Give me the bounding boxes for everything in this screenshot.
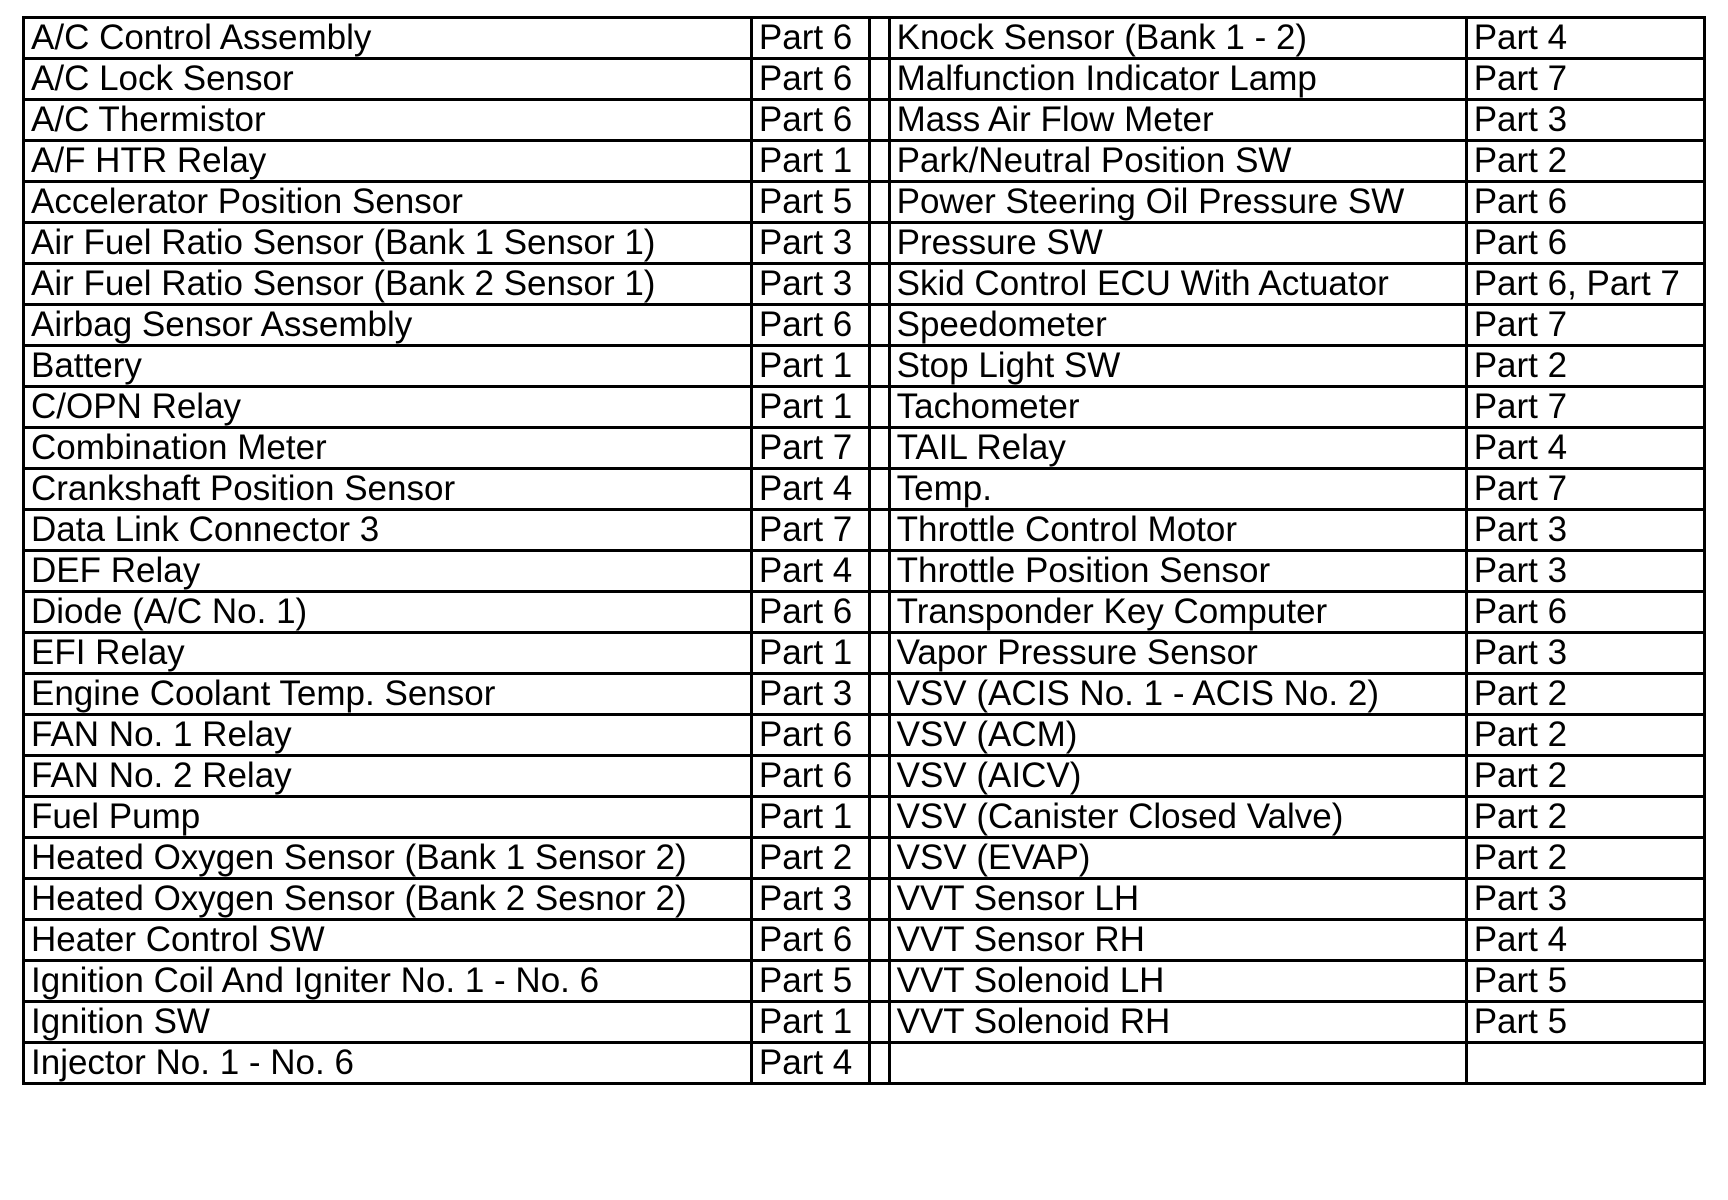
- left-part-reference: Part 3: [751, 223, 869, 264]
- right-component-name: VVT Sensor LH: [889, 879, 1466, 920]
- table-row: [24, 1043, 1705, 1084]
- column-gap: [869, 264, 889, 305]
- left-part-reference: Part 4: [751, 551, 869, 592]
- right-component-name: Temp.: [889, 469, 1466, 510]
- table-row: [24, 879, 1705, 920]
- column-gap: [869, 797, 889, 838]
- right-part-reference: [1466, 1043, 1704, 1084]
- column-gap: [869, 1002, 889, 1043]
- left-component-name: Air Fuel Ratio Sensor (Bank 2 Sensor 1): [24, 264, 752, 305]
- right-part-reference: Part 6: [1466, 223, 1704, 264]
- left-component-name: A/C Thermistor: [24, 100, 752, 141]
- table-row: [24, 551, 1705, 592]
- component-index-table: [22, 16, 1706, 1085]
- right-component-name: Mass Air Flow Meter: [889, 100, 1466, 141]
- left-part-reference: Part 7: [751, 510, 869, 551]
- column-gap: [869, 920, 889, 961]
- right-component-name: Power Steering Oil Pressure SW: [889, 182, 1466, 223]
- column-gap: [869, 1043, 889, 1084]
- column-gap: [869, 100, 889, 141]
- table-row: [24, 920, 1705, 961]
- table-row: [24, 1002, 1705, 1043]
- right-component-name: [889, 1043, 1466, 1084]
- table-row: [24, 182, 1705, 223]
- column-gap: [869, 715, 889, 756]
- right-part-reference: Part 5: [1466, 961, 1704, 1002]
- left-part-reference: Part 3: [751, 264, 869, 305]
- component-index-body: [24, 18, 1705, 1084]
- left-part-reference: Part 5: [751, 961, 869, 1002]
- column-gap: [869, 18, 889, 59]
- right-part-reference: Part 3: [1466, 100, 1704, 141]
- left-part-reference: Part 3: [751, 674, 869, 715]
- column-gap: [869, 428, 889, 469]
- table-row: [24, 756, 1705, 797]
- right-component-name: VVT Solenoid LH: [889, 961, 1466, 1002]
- left-component-name: FAN No. 2 Relay: [24, 756, 752, 797]
- column-gap: [869, 346, 889, 387]
- left-part-reference: Part 5: [751, 182, 869, 223]
- table-row: [24, 838, 1705, 879]
- column-gap: [869, 551, 889, 592]
- right-component-name: Skid Control ECU With Actuator: [889, 264, 1466, 305]
- left-component-name: Combination Meter: [24, 428, 752, 469]
- left-part-reference: Part 1: [751, 797, 869, 838]
- column-gap: [869, 305, 889, 346]
- left-part-reference: Part 1: [751, 633, 869, 674]
- left-component-name: Engine Coolant Temp. Sensor: [24, 674, 752, 715]
- right-component-name: Throttle Position Sensor: [889, 551, 1466, 592]
- left-component-name: Crankshaft Position Sensor: [24, 469, 752, 510]
- column-gap: [869, 141, 889, 182]
- left-component-name: Heated Oxygen Sensor (Bank 1 Sensor 2): [24, 838, 752, 879]
- right-component-name: Vapor Pressure Sensor: [889, 633, 1466, 674]
- right-part-reference: Part 4: [1466, 920, 1704, 961]
- left-component-name: Fuel Pump: [24, 797, 752, 838]
- table-row: [24, 469, 1705, 510]
- right-component-name: VVT Solenoid RH: [889, 1002, 1466, 1043]
- column-gap: [869, 387, 889, 428]
- left-part-reference: Part 6: [751, 715, 869, 756]
- left-part-reference: Part 6: [751, 18, 869, 59]
- left-component-name: Airbag Sensor Assembly: [24, 305, 752, 346]
- left-part-reference: Part 1: [751, 1002, 869, 1043]
- right-component-name: Park/Neutral Position SW: [889, 141, 1466, 182]
- column-gap: [869, 961, 889, 1002]
- left-component-name: Data Link Connector 3: [24, 510, 752, 551]
- table-row: [24, 59, 1705, 100]
- column-gap: [869, 756, 889, 797]
- right-component-name: Transponder Key Computer: [889, 592, 1466, 633]
- left-part-reference: Part 6: [751, 59, 869, 100]
- left-part-reference: Part 1: [751, 346, 869, 387]
- table-row: [24, 797, 1705, 838]
- right-part-reference: Part 6: [1466, 592, 1704, 633]
- table-row: [24, 305, 1705, 346]
- right-part-reference: Part 7: [1466, 59, 1704, 100]
- right-component-name: Malfunction Indicator Lamp: [889, 59, 1466, 100]
- table-row: [24, 961, 1705, 1002]
- right-component-name: VVT Sensor RH: [889, 920, 1466, 961]
- right-component-name: TAIL Relay: [889, 428, 1466, 469]
- column-gap: [869, 592, 889, 633]
- left-component-name: Air Fuel Ratio Sensor (Bank 1 Sensor 1): [24, 223, 752, 264]
- left-component-name: EFI Relay: [24, 633, 752, 674]
- table-row: [24, 141, 1705, 182]
- left-part-reference: Part 6: [751, 592, 869, 633]
- column-gap: [869, 59, 889, 100]
- left-component-name: Ignition Coil And Igniter No. 1 - No. 6: [24, 961, 752, 1002]
- right-component-name: VSV (ACM): [889, 715, 1466, 756]
- right-component-name: VSV (AICV): [889, 756, 1466, 797]
- table-row: [24, 387, 1705, 428]
- right-part-reference: Part 7: [1466, 387, 1704, 428]
- table-row: [24, 100, 1705, 141]
- right-part-reference: Part 6, Part 7: [1466, 264, 1704, 305]
- left-component-name: Injector No. 1 - No. 6: [24, 1043, 752, 1084]
- left-component-name: DEF Relay: [24, 551, 752, 592]
- right-component-name: VSV (Canister Closed Valve): [889, 797, 1466, 838]
- right-part-reference: Part 7: [1466, 305, 1704, 346]
- table-row: [24, 223, 1705, 264]
- left-component-name: Accelerator Position Sensor: [24, 182, 752, 223]
- table-row: [24, 510, 1705, 551]
- right-part-reference: Part 2: [1466, 797, 1704, 838]
- table-row: [24, 264, 1705, 305]
- right-part-reference: Part 6: [1466, 182, 1704, 223]
- left-part-reference: Part 2: [751, 838, 869, 879]
- right-part-reference: Part 2: [1466, 674, 1704, 715]
- left-component-name: Heated Oxygen Sensor (Bank 2 Sesnor 2): [24, 879, 752, 920]
- left-part-reference: Part 4: [751, 469, 869, 510]
- left-part-reference: Part 6: [751, 756, 869, 797]
- right-component-name: Speedometer: [889, 305, 1466, 346]
- table-row: [24, 715, 1705, 756]
- table-row: [24, 674, 1705, 715]
- right-part-reference: Part 4: [1466, 18, 1704, 59]
- column-gap: [869, 182, 889, 223]
- column-gap: [869, 838, 889, 879]
- column-gap: [869, 469, 889, 510]
- table-row: [24, 346, 1705, 387]
- left-part-reference: Part 6: [751, 100, 869, 141]
- right-part-reference: Part 3: [1466, 551, 1704, 592]
- right-part-reference: Part 7: [1466, 469, 1704, 510]
- right-part-reference: Part 4: [1466, 428, 1704, 469]
- table-row: [24, 18, 1705, 59]
- left-part-reference: Part 4: [751, 1043, 869, 1084]
- right-part-reference: Part 2: [1466, 756, 1704, 797]
- left-part-reference: Part 7: [751, 428, 869, 469]
- right-part-reference: Part 2: [1466, 715, 1704, 756]
- column-gap: [869, 633, 889, 674]
- right-component-name: Tachometer: [889, 387, 1466, 428]
- column-gap: [869, 674, 889, 715]
- right-component-name: VSV (EVAP): [889, 838, 1466, 879]
- left-component-name: Ignition SW: [24, 1002, 752, 1043]
- table-row: [24, 428, 1705, 469]
- left-part-reference: Part 6: [751, 920, 869, 961]
- right-part-reference: Part 2: [1466, 838, 1704, 879]
- left-part-reference: Part 3: [751, 879, 869, 920]
- right-part-reference: Part 3: [1466, 633, 1704, 674]
- right-component-name: Stop Light SW: [889, 346, 1466, 387]
- left-component-name: C/OPN Relay: [24, 387, 752, 428]
- column-gap: [869, 510, 889, 551]
- right-part-reference: Part 2: [1466, 346, 1704, 387]
- left-component-name: Diode (A/C No. 1): [24, 592, 752, 633]
- left-part-reference: Part 6: [751, 305, 869, 346]
- column-gap: [869, 223, 889, 264]
- column-gap: [869, 879, 889, 920]
- left-component-name: A/C Lock Sensor: [24, 59, 752, 100]
- left-part-reference: Part 1: [751, 141, 869, 182]
- right-part-reference: Part 3: [1466, 879, 1704, 920]
- left-component-name: Battery: [24, 346, 752, 387]
- right-component-name: Pressure SW: [889, 223, 1466, 264]
- right-part-reference: Part 3: [1466, 510, 1704, 551]
- right-part-reference: Part 5: [1466, 1002, 1704, 1043]
- right-component-name: VSV (ACIS No. 1 - ACIS No. 2): [889, 674, 1466, 715]
- left-component-name: A/F HTR Relay: [24, 141, 752, 182]
- left-component-name: FAN No. 1 Relay: [24, 715, 752, 756]
- left-component-name: A/C Control Assembly: [24, 18, 752, 59]
- table-row: [24, 633, 1705, 674]
- left-part-reference: Part 1: [751, 387, 869, 428]
- right-component-name: Knock Sensor (Bank 1 - 2): [889, 18, 1466, 59]
- left-component-name: Heater Control SW: [24, 920, 752, 961]
- right-component-name: Throttle Control Motor: [889, 510, 1466, 551]
- table-row: [24, 592, 1705, 633]
- right-part-reference: Part 2: [1466, 141, 1704, 182]
